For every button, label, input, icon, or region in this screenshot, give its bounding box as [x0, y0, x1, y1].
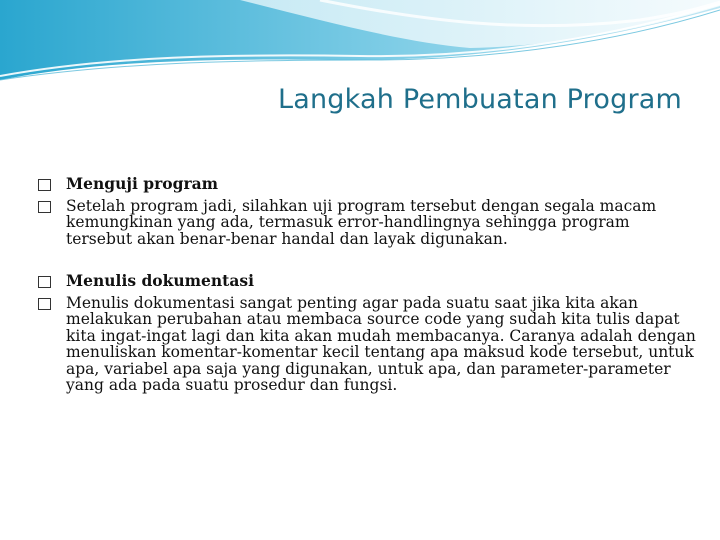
section-body-text: Menulis dokumentasi sangat penting agar pada suatu saat jika kita akan melakukan perubahan atau membaca source code yang sudah kita tulis dapat kita ingat-ingat lagi dan kita akan mudah membacanya. Caranya adalah dengan menuliskan komentar-komentar kecil tentang apa maksud kode tersebut, untuk apa, variabel apa saja yang digunakan, untuk apa, dan parameter-parameter yang ada pada suatu prosedur dan fungsi. [66, 293, 696, 394]
bullet-box-icon [38, 179, 51, 191]
section-text-menguji [38, 198, 698, 248]
bullet-box-icon [38, 276, 51, 288]
bullet-box-icon [38, 201, 51, 213]
section-heading-dokumentasi [38, 273, 698, 290]
slide-title: Langkah Pembuatan Program [277, 84, 682, 115]
section-heading-text: Menulis dokumentasi [66, 271, 254, 290]
section-heading-text: Menguji program [66, 174, 219, 193]
section-body-text: Setelah program jadi, silahkan uji program tersebut dengan segala macam kemungkinan yang ada, termasuk error-handlingnya sehingga program tersebut akan benar-benar handal dan layak digunakan. [66, 196, 657, 248]
header-wave-decoration [0, 0, 720, 90]
section-heading-menguji [38, 176, 698, 193]
section-text-dokumentasi [38, 295, 698, 394]
slide-content [38, 176, 698, 394]
bullet-box-icon [38, 298, 51, 310]
